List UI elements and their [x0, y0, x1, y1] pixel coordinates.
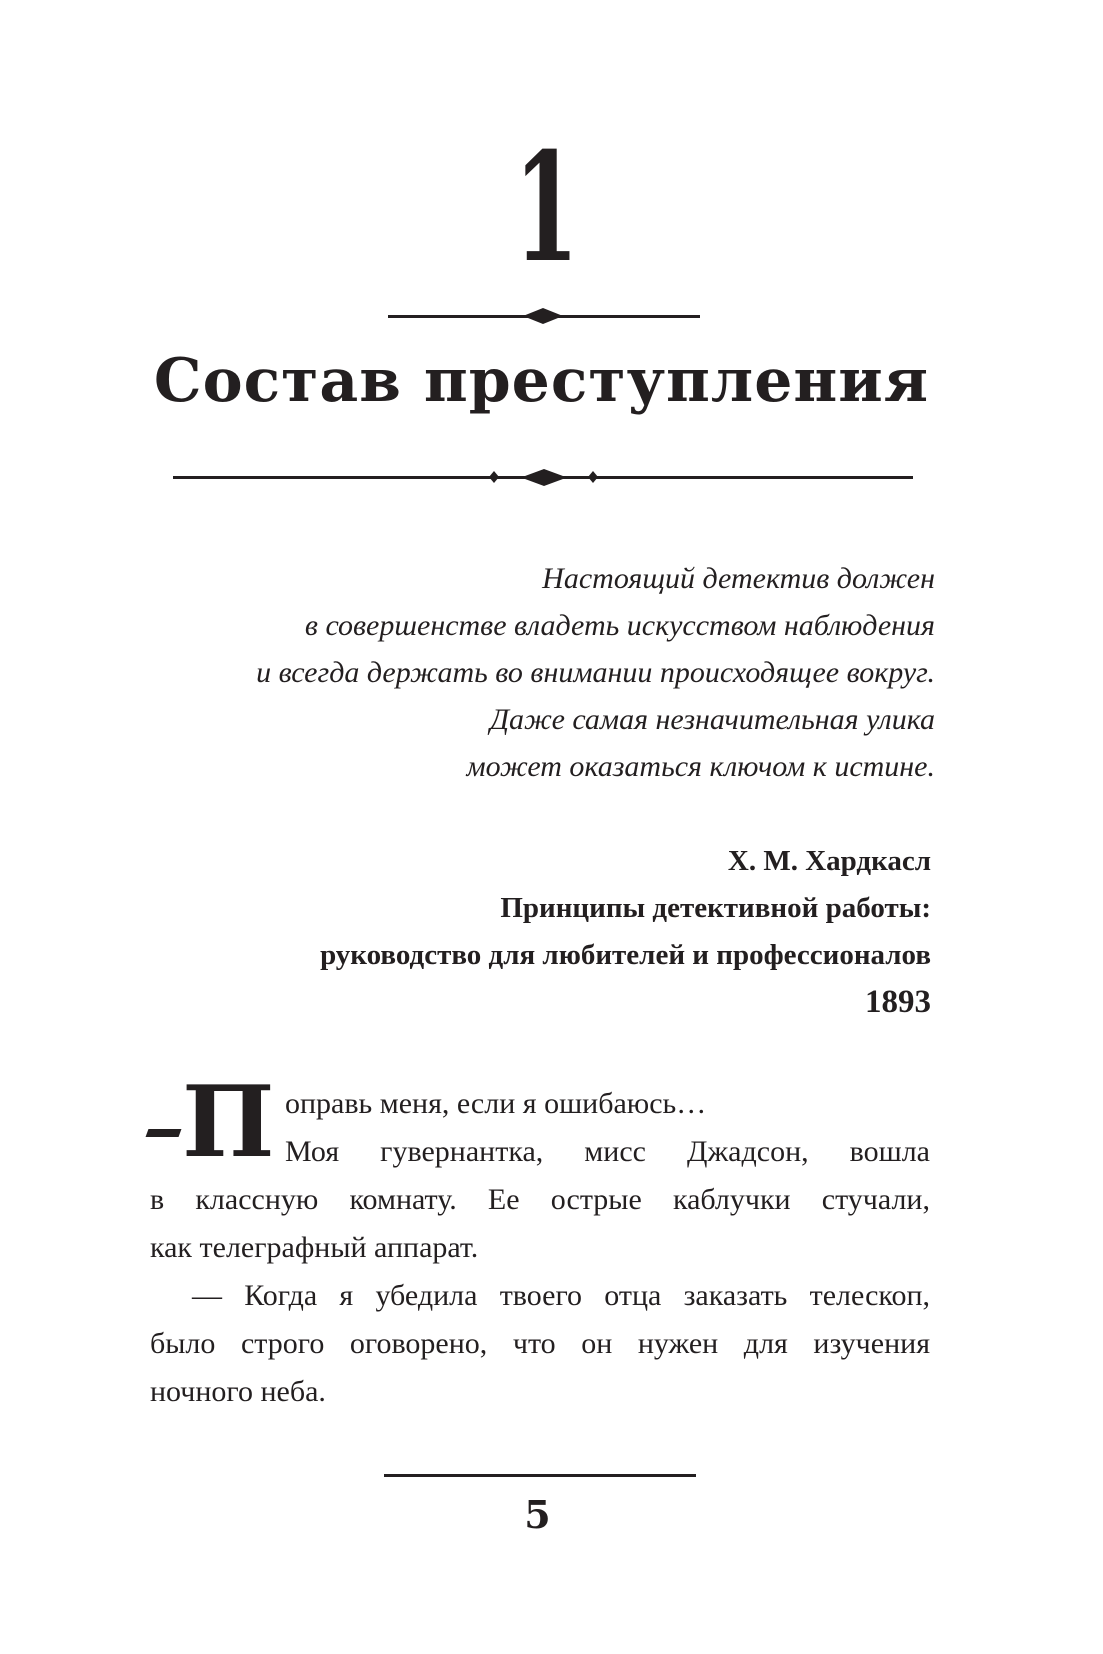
epigraph-line: Настоящий детектив должен: [542, 562, 935, 595]
body-line: было строго оговорено, что он нужен для изучения: [150, 1327, 930, 1360]
small-diamond-left-icon: [489, 471, 499, 483]
body-line: как телеграфный аппарат.: [150, 1231, 479, 1264]
body-line: в классную комнату. Ее острые каблучки стучали,: [150, 1183, 930, 1216]
epigraph-line: может оказаться ключом к истине.: [466, 750, 935, 783]
epigraph: [256, 555, 935, 790]
body-line: Моя гувернантка, мисс Джадсон, вошла: [285, 1135, 930, 1168]
body-line: — Когда я убедила твоего отца заказать телескоп,: [192, 1279, 930, 1312]
small-diamond-right-icon: [588, 471, 598, 483]
body-text: [150, 1080, 930, 1416]
page-number: 5: [524, 1492, 551, 1537]
dropcap-letter: П: [182, 1065, 275, 1180]
attribution-work-subtitle: руководство для любителей и профессионалов: [320, 939, 931, 971]
diamond-ornament-icon: [521, 469, 567, 486]
diamond-ornament-icon: [523, 308, 563, 324]
epigraph-line: и всегда держать во внимании происходящее вокруг.: [256, 656, 935, 689]
epigraph-line: в совершенстве владеть искусством наблюдения: [304, 609, 935, 642]
chapter-number: 1: [514, 120, 579, 296]
attribution-work-title: Принципы детективной работы:: [500, 892, 931, 924]
footer-rule: [384, 1474, 696, 1477]
epigraph-line: Даже самая незначительная улика: [489, 703, 935, 736]
epigraph-attribution: [320, 838, 931, 1026]
body-line: ночного неба.: [150, 1375, 326, 1408]
attribution-author: Х. М. Хардкасл: [727, 845, 931, 877]
attribution-year: 1893: [865, 984, 931, 1020]
chapter-title: Состав преступления: [153, 346, 930, 416]
body-line: оправь меня, если я ошибаюсь…: [285, 1087, 707, 1120]
